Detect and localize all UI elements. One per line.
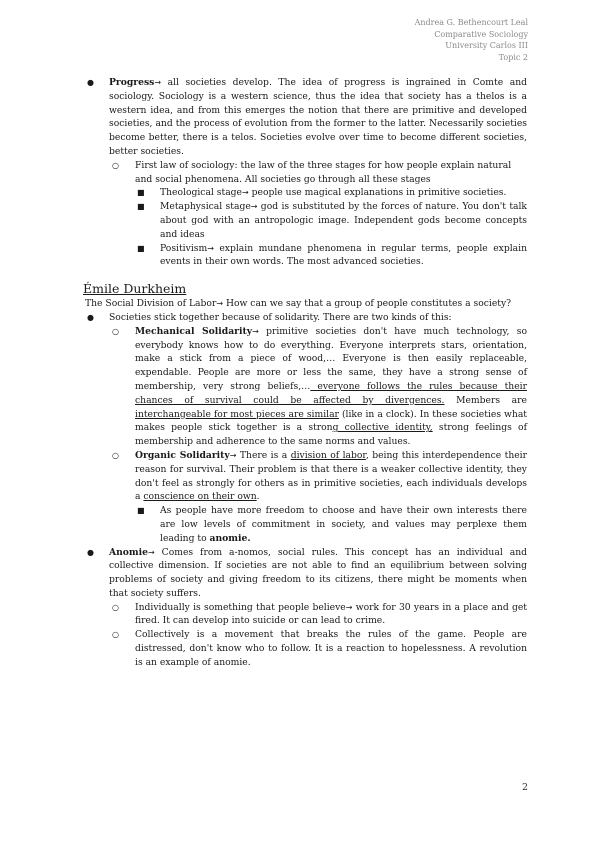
list-item-theological [135,186,527,200]
solidarity-intro: Societies stick together because of solidarity. There are two kinds of this: [109,311,452,323]
page-header [415,17,528,63]
mechanical-text-2: Members are [444,394,527,406]
theological-text: people use magical explanations in primitive societies. [248,187,507,199]
organic-text-1: There is a [236,449,291,461]
bullet-square-icon: ■ [137,202,145,212]
mechanical-underline-3: g collective identity, [332,422,433,434]
header-course: Comparative Sociology [434,29,528,39]
bullet-circle-icon: ○ [112,160,119,170]
bullet-disc-icon: ● [87,547,94,557]
list-item-freedom [135,504,527,545]
collective-text: Collectively is a movement that breaks the rules of the game. People are distressed, don't know who to follow. It is a reaction to hopelessness. A revolution is an example of anomie. [135,629,527,668]
mechanical-text-1: primitive societies don't have much technology, so everybody knows how to do everything. Everyone interprets stars, orientation, make a stick from a piece of wood,… Everyone is then easily replaceable, expendable. People are more or less the same, they have a strong sense of membership, very strong beliefs,… [135,325,527,392]
header-topic: Topic 2 [498,52,528,62]
arrow-right-icon: → [345,602,353,612]
freedom-text: As people have more freedom to choose and have their own interests there are low levels of commitment in society, and values may perplexe them leading to [160,505,527,544]
bullet-square-icon: ■ [137,243,145,253]
header-university: University Carlos III [445,41,528,50]
intro-book: The Social Division of Labor [85,298,217,310]
list-item-collective [110,628,527,669]
term-metaphysical: Metaphysical stage [160,201,251,213]
progress-list [83,76,527,269]
organic-underline-1: division of labor [290,449,366,461]
term-anomie: Anomie [109,546,148,558]
organic-text-3: . [256,491,260,503]
durkheim-list [83,311,527,670]
organic-underline-2: conscience on their own [143,491,257,503]
bullet-circle-icon: ○ [112,602,119,612]
list-item-mechanical [110,325,527,449]
metaphysical-text: god is substituted by the forces of nature. You don't talk about god with an antropologic image. Independent gods become concepts and ideas [160,201,527,240]
term-positivism: Positivism [160,242,208,254]
mechanical-text-3: (like in a clock). In these societies what makes people stick together is a stron [135,408,528,434]
bullet-disc-icon: ● [87,78,94,87]
bullet-square-icon: ■ [137,188,145,198]
term-progress: Progress [109,77,155,88]
list-item-organic [110,449,527,546]
list-item-positivism [135,242,527,270]
mechanical-text-4: strong feelings of membership and adherence to the same norms and values. [135,422,527,448]
document-body [83,76,527,670]
individual-text-2: work for 30 years in a place and get fired. It can develop into suicide or can lead to crime. [135,601,527,627]
list-item-first-law [110,159,527,269]
arrow-right-icon: → [242,188,249,198]
list-item-individual [110,601,527,629]
intro-question: How can we say that a group of people constitutes a society? [223,298,512,310]
bullet-square-icon: ■ [137,506,145,516]
arrow-right-icon: → [207,243,214,253]
arrow-right-icon: → [250,202,258,212]
first-law-text: First law of sociology: the law of the three stages for how people explain natural and social phenomena. All societies go through all these stages [135,159,512,185]
arrow-right-icon: → [229,450,237,460]
arrow-right-icon: → [148,547,155,557]
progress-text: all societies develop. The idea of progress is ingrained in Comte and sociology. Sociology is a western science, thus the idea that society has a thelos is a western idea, and from this emerges the notion that there are primitive and developed societies, and the process of evolution from the former to the latter. Necessarily societies become better, there is a telos. Societies evolve over time to become different societies, better societies. [109,77,527,157]
term-organic: Organic Solidarity [135,449,230,461]
list-item-solidarity [83,311,527,546]
individual-text-1: Individually is something that people believe [135,601,346,613]
bullet-circle-icon: ○ [112,450,119,460]
arrow-right-icon: → [154,78,162,87]
page-number: 2 [521,782,528,793]
bullet-circle-icon: ○ [112,326,119,336]
mechanical-underline-1: everyone follows the rules because their chances of survival could be affected by divergences. [135,380,527,406]
positivism-text: explain mundane phenomena in regular terms, people explain events in their own words. The most advanced societies. [160,242,527,268]
durkheim-intro [79,297,527,311]
term-mechanical: Mechanical Solidarity [135,325,253,337]
bullet-disc-icon: ● [87,312,94,322]
list-item-progress [83,76,527,269]
mechanical-underline-2: interchangeable for most pieces are similar [135,408,339,420]
header-author: Andrea G. Bethencourt Leal [414,18,528,27]
organic-text-2: , being this interdependence their reason for survival. Their problem is that there is a weaker collective identity, they don't feel as strongly for others as in primitive societies, each individuals develops a [135,449,528,503]
list-item-anomie [83,546,527,670]
anomie-text: Comes from a-nomos, social rules. This concept has an individual and collective dimension. If societies are not able to find an equilibrium between solving problems of society and giving freedom to its citizens, there might be moments when that society suffers. [109,546,527,599]
term-anomie-inline: anomie. [209,532,251,544]
arrow-right-icon: → [216,299,224,309]
section-title-durkheim: Émile Durkheim [83,281,187,297]
term-theological: Theological stage [160,187,242,199]
list-item-metaphysical [135,200,527,241]
arrow-right-icon: → [252,326,259,336]
bullet-circle-icon: ○ [112,630,119,640]
